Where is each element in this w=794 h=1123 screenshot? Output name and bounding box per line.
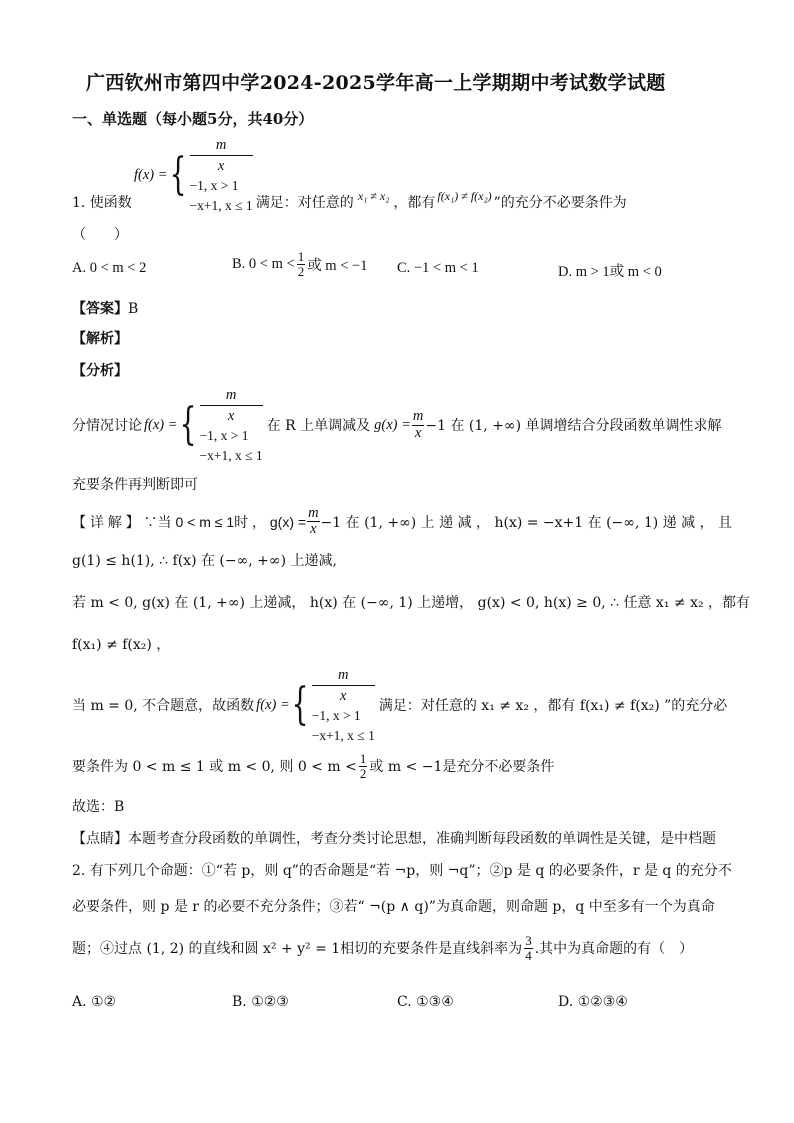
q1-paren: （ ） xyxy=(72,227,128,243)
detail-line-3: 若 m < 0, g(x) 在 (1, +∞) 上递减， h(x) 在 (−∞, 1) 上递增， g(x) < 0, h(x) ≥ 0, ∴ 任意 x₁ ≠ x₂ ，都有 xyxy=(72,595,751,611)
analysis-cases: m x −1, x > 1 −x+1, x ≤ 1 xyxy=(199,386,263,463)
brace-symbol: { xyxy=(291,679,309,730)
page-title: 广西钦州市第四中学2024-2025学年高一上学期期中考试数学试题 xyxy=(86,72,666,94)
analysis-g-tail: −1 在 (1, +∞) 单调增结合分段函数单调性求解 xyxy=(425,418,722,434)
dianjing-line: 【点睛】本题考查分段函数的单调性，考查分类讨论思想，准确判断每段函数的单调性是关键，是中档题 xyxy=(72,831,716,847)
detail-cases: m x −1, x > 1 −x+1, x ≤ 1 xyxy=(311,666,375,743)
fraction: $\frac{m}{x}$ xyxy=(308,505,319,538)
q1-mid2: ，都有 xyxy=(393,195,436,211)
q1-stem xyxy=(72,188,627,212)
analysis-g: g(x) = xyxy=(374,416,411,433)
analysis-mid: 在 R 上单调减及 xyxy=(266,418,371,434)
detail-line-6: 要条件为 0 < m ≤ 1 或 m < 0, 则 0 < m < $\frac{1}{2}$ 或 m < −1是充分不必要条件 xyxy=(72,751,555,781)
fenxi-label: 【分析】 xyxy=(72,362,128,378)
answer-line xyxy=(72,298,138,318)
fraction: $\frac{1}{2}$ xyxy=(359,751,367,781)
q1-func-lhs: f(x) = xyxy=(134,166,168,183)
analysis-line xyxy=(72,386,722,463)
analysis-line-2: 充要条件再判断即可 xyxy=(72,477,198,493)
q1-option-b: B. 0 < m < $\frac{1}{2}$ 或 m < −1 xyxy=(232,249,368,279)
section-header: 一、单选题（每小题5分，共40分） xyxy=(72,110,314,128)
answer-label: 【答案】 xyxy=(72,300,128,316)
fraction: $\frac{3}{4}$ xyxy=(525,933,532,963)
q1-lead: 1. 使函数 xyxy=(72,195,132,211)
fraction: $\frac{m}{x}$ xyxy=(412,408,424,441)
q1-option-a: A. 0 < m < 2 xyxy=(72,260,147,276)
jiexi-label: 【解析】 xyxy=(72,330,128,346)
q2-line-1: 2. 有下列几个命题：①“若 p，则 q”的否命题是“若 ¬p，则 ¬q”；②p 是 q 的必要条件，r 是 q 的充分不 xyxy=(72,863,732,879)
brace-symbol: { xyxy=(179,399,196,450)
brace-symbol: { xyxy=(169,149,186,200)
q2-option-c: C. ①③④ xyxy=(397,994,454,1010)
analysis-func: f(x) = xyxy=(144,416,178,433)
q2-line-2: 必要条件，则 p 是 r 的必要不充分条件；③若“ ¬(p ∧ q)”为真命题，则命题 p，q 中至多有一个为真命 xyxy=(72,899,715,915)
detail-line-2: g(1) ≤ h(1), ∴ f(x) 在 (−∞, +∞) 上递减, xyxy=(72,553,337,569)
q1-cond1: x₁ ≠ x₂ xyxy=(357,188,390,203)
answer-value: B xyxy=(128,301,139,317)
fraction: $\frac{1}{2}$ xyxy=(297,249,305,279)
q1-case-1: m x −1, x > 1 xyxy=(190,135,253,196)
detail-line-4: f(x₁) ≠ f(x₂) ， xyxy=(72,637,171,653)
q1-case-2: −x+1, x ≤ 1 xyxy=(189,197,253,213)
q2-line-3: 题；④过点 (1, 2) 的直线和圆 x² + y² = 1相切的充要条件是直线斜率为 $\frac{3}{4}$ .其中为真命题的有（ ） xyxy=(72,933,694,963)
q2-option-a: A. ①② xyxy=(72,994,117,1010)
q1-option-c: C. −1 < m < 1 xyxy=(397,260,479,276)
analysis-pre: 分情况讨论 xyxy=(72,418,142,434)
q1-option-d: D. m > 1或 m < 0 xyxy=(558,264,662,280)
q1-mid1: 满足：对任意的 xyxy=(255,195,354,211)
detail-line-7: 故选：B xyxy=(72,799,125,815)
fraction: m x xyxy=(312,665,375,706)
q1-cond2: f(x₁) ≠ f(x₂) xyxy=(437,188,492,203)
fraction: m x xyxy=(200,385,263,426)
q1-tail: ”的充分不必要条件为 xyxy=(493,195,627,211)
detail-line-5: 当 m = 0, 不合题意，故函数 f(x) = { m x −1, x > 1 −x+1, x ≤ 1 满足：对任意的 x₁ ≠ x₂ ，都有 f(x₁) ≠ f(x₂) ”的充分必 xyxy=(72,672,727,738)
detail-line-1: 【 详 解 】 ∵当 0 < m ≤ 1时 ， g(x) = $\frac{m}{x}$ −1 在 (1, +∞) 上 递 减 ， h(x) = −x+1 在 (−∞, 1) 递 减 ， 且 xyxy=(72,505,733,538)
q2-option-b: B. ①②③ xyxy=(232,994,289,1010)
q2-option-d: D. ①②③④ xyxy=(558,994,628,1010)
fraction: m x xyxy=(190,135,253,176)
